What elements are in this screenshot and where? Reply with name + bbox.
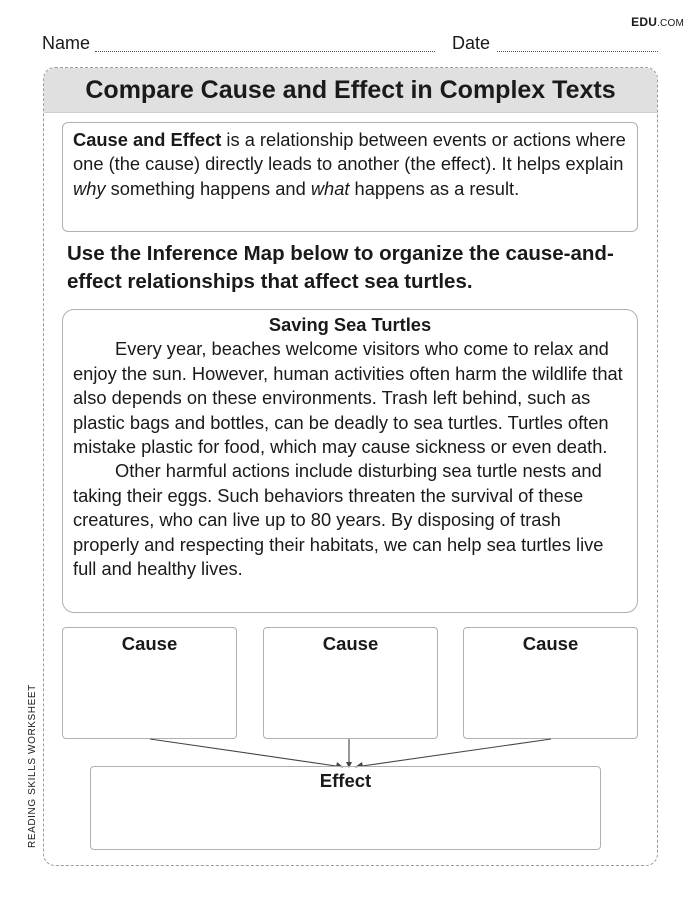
effect-label: Effect bbox=[319, 770, 372, 791]
effect-box[interactable] bbox=[90, 766, 601, 850]
passage-title: Saving Sea Turtles bbox=[268, 314, 432, 335]
instruction-text: Use the Inference Map below to organize the cause-and-effect relationships that affect sea turtles. bbox=[67, 242, 614, 293]
arrow-right bbox=[355, 739, 551, 767]
name-label: Name bbox=[42, 33, 91, 53]
cause-label: Cause bbox=[522, 633, 579, 654]
cause-label: Cause bbox=[322, 633, 379, 654]
page-title: Compare Cause and Effect in Complex Texts bbox=[85, 76, 616, 104]
date-label: Date bbox=[452, 33, 491, 53]
passage-paragraph: Other harmful actions include disturbing sea turtle nests and taking their eggs. Such behaviors threaten the survival of these creatures, who can live up to 80 years. By disposing of trash properly and respecting their habitats, we can help sea turtles live full and healthy lives. bbox=[73, 460, 604, 580]
passage-paragraph: Every year, beaches welcome visitors who come to relax and enjoy the sun. However, human activities often harm the wildlife that also depends on these environments. Trash left behind, such as plastic bags and bottles, can be deadly to sea turtles. Turtles often mistake plastic for food, which may cause sickness or even death. bbox=[73, 338, 623, 458]
side-label: READING SKILLS WORKSHEET bbox=[27, 684, 38, 848]
definition-box: Cause and Effect is a relationship between events or actions where one (the cause) directly leads to another (the effect). It helps explain why something happens and what happens as a result. bbox=[62, 122, 638, 232]
definition-term: Cause and Effect bbox=[73, 129, 222, 150]
arrow-left bbox=[150, 739, 343, 767]
cause-label: Cause bbox=[121, 633, 178, 654]
brand-logo: EDU.COM bbox=[631, 15, 684, 29]
